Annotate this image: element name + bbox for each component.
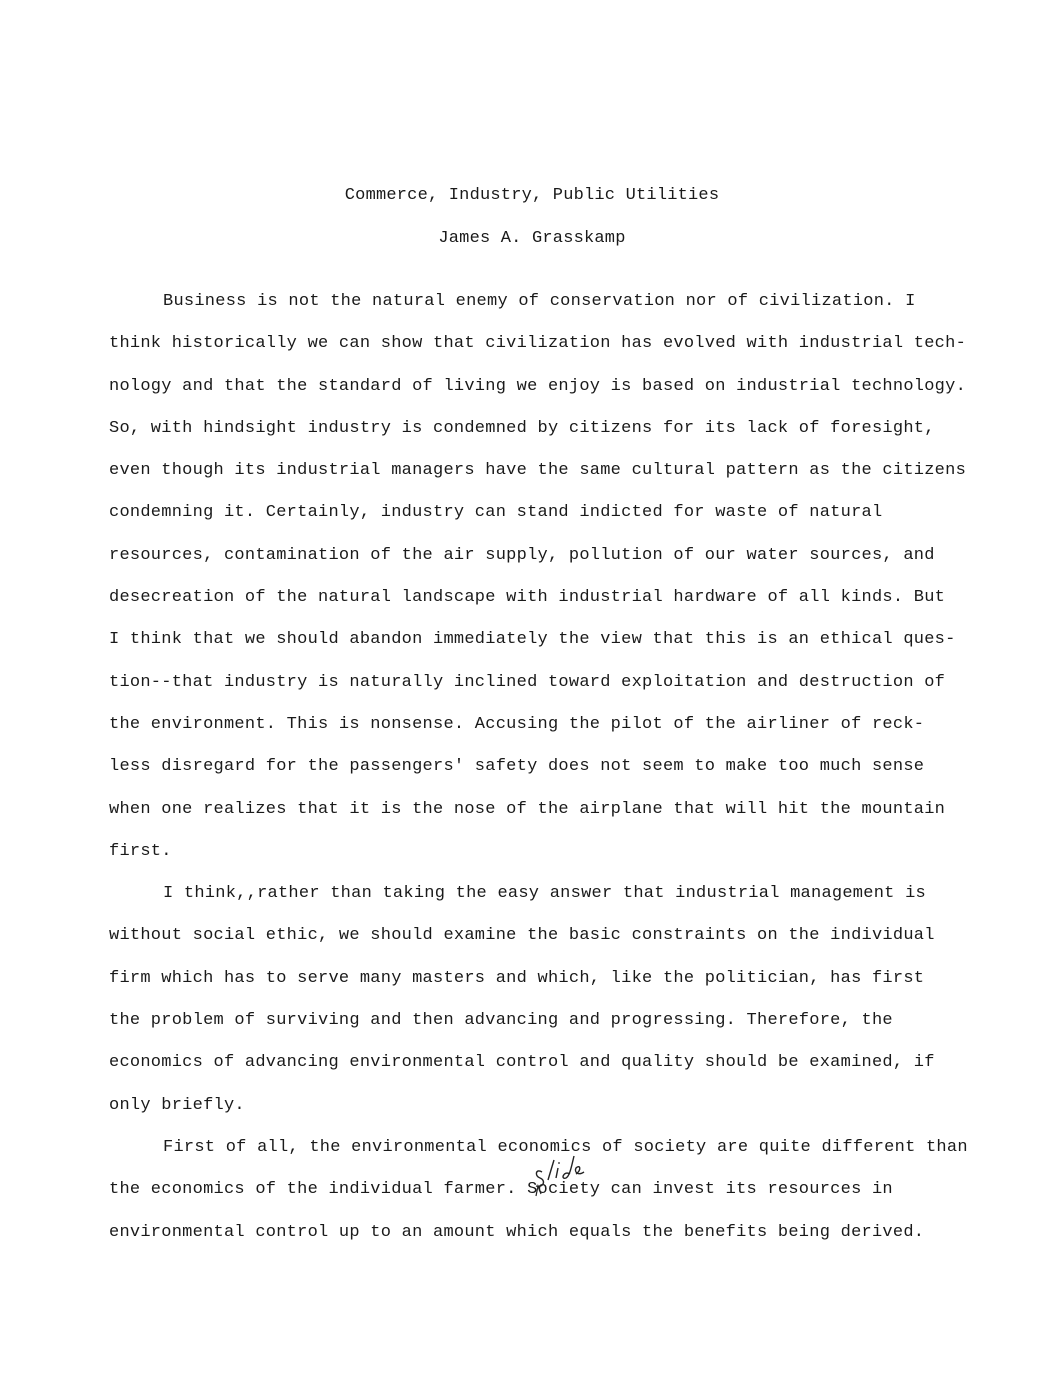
- body-line: firm which has to serve many masters and which, like the politician, has first: [109, 968, 925, 988]
- body-line: think historically we can show that civilization has evolved with industrial tech-: [109, 334, 967, 354]
- body-line: first.: [109, 841, 172, 861]
- body-line: I think that we should abandon immediately the view that this is an ethical ques-: [109, 630, 956, 650]
- body-line: Business is not the natural enemy of conservation nor of civilization. I: [163, 292, 916, 311]
- body-line: without social ethic, we should examine the basic constraints on the individual: [109, 926, 935, 946]
- body-line: when one realizes that it is the nose of the airplane that will hit the mountain: [109, 799, 946, 819]
- body-line: economics of advancing environmental control and quality should be examined, if: [109, 1053, 935, 1073]
- body-line: desecreation of the natural landscape with industrial hardware of all kinds. But: [109, 588, 946, 608]
- body-line: the environment. This is nonsense. Accusing the pilot of the airliner of reck-: [109, 714, 925, 734]
- document-body: [109, 290, 1009, 1263]
- body-line: even though its industrial managers have the same cultural pattern as the citizens: [109, 461, 967, 481]
- body-line: So, with hindsight industry is condemned by citizens for its lack of foresight,: [109, 418, 935, 438]
- handwritten-slide-mark: [528, 1150, 598, 1200]
- body-line: First of all, the environmental economics of society are quite different than: [163, 1137, 968, 1157]
- handwritten-annotation: [528, 1150, 598, 1200]
- body-line: the economics of the individual farmer. Society can invest its resources in: [109, 1180, 893, 1200]
- body-line: nology and that the standard of living we enjoy is based on industrial technology.: [109, 376, 967, 396]
- body-line: less disregard for the passengers' safety does not seem to make too much sense: [109, 757, 925, 777]
- body-line: only briefly.: [109, 1095, 245, 1115]
- body-line: resources, contamination of the air supply, pollution of our water sources, and: [109, 545, 935, 565]
- body-line: tion--that industry is naturally inclined toward exploitation and destruction of: [109, 672, 946, 692]
- body-line: environmental control up to an amount which equals the benefits being derived.: [109, 1222, 925, 1242]
- body-line: condemning it. Certainly, industry can stand indicted for waste of natural: [109, 503, 883, 523]
- document-title: Commerce, Industry, Public Utilities: [344, 186, 720, 205]
- document-author: James A. Grasskamp: [438, 229, 626, 248]
- body-line: I think,,rather than taking the easy answer that industrial management is: [163, 884, 926, 904]
- body-line: the problem of surviving and then advancing and progressing. Therefore, the: [109, 1011, 893, 1031]
